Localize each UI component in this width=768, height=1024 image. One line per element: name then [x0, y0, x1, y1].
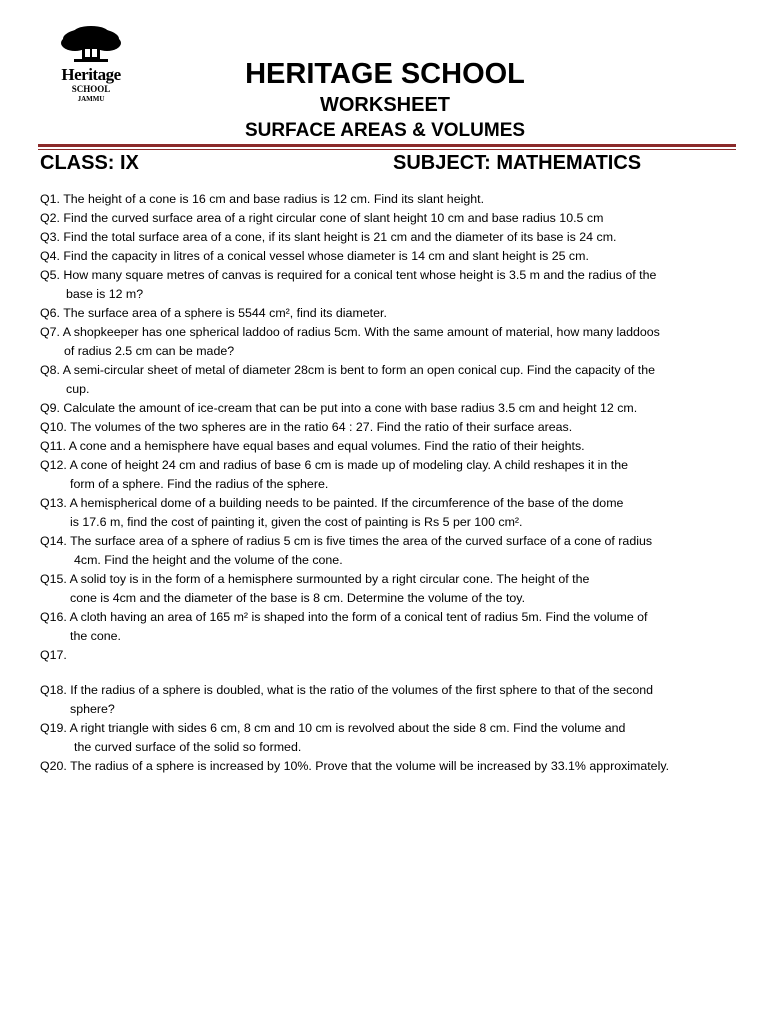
- question-text: Q11. A cone and a hemisphere have equal bases and equal volumes. Find the ratio of their heights.: [40, 439, 585, 453]
- question-text: Q5. How many square metres of canvas is required for a conical tent whose height is 3.5 m and the radius of the: [40, 268, 657, 282]
- logo-name: Heritage: [61, 65, 121, 84]
- question-text: Q2. Find the curved surface area of a right circular cone of slant height 10 cm and base radius 10.5 cm: [40, 211, 604, 225]
- question-text: Q3. Find the total surface area of a cone, if its slant height is 21 cm and the diameter of its base is 24 cm.: [40, 230, 617, 244]
- question-item: [40, 323, 740, 361]
- question-text-continued: sphere?: [70, 702, 115, 716]
- question-text: Q19. A right triangle with sides 6 cm, 8 cm and 10 cm is revolved about the side 8 cm. Find the volume and: [40, 721, 626, 735]
- question-item: [40, 681, 740, 719]
- question-list: [40, 190, 740, 776]
- school-logo: [52, 26, 130, 110]
- question-text-continued: is 17.6 m, find the cost of painting it, given the cost of painting is Rs 5 per 100 cm².: [70, 515, 523, 529]
- question-text-continued: form of a sphere. Find the radius of the sphere.: [70, 477, 329, 491]
- question-item: [40, 437, 740, 456]
- question-item: [40, 608, 740, 646]
- question-item: [40, 266, 740, 304]
- question-text-continued: the cone.: [70, 629, 121, 643]
- question-text: Q4. Find the capacity in litres of a conical vessel whose diameter is 14 cm and slant height is 25 cm.: [40, 249, 589, 263]
- question-item: [40, 399, 740, 418]
- question-text: Q13. A hemispherical dome of a building needs to be painted. If the circumference of the base of the dome: [40, 496, 624, 510]
- class-label: CLASS: IX: [40, 152, 139, 174]
- question-item: [40, 304, 740, 323]
- question-item: [40, 719, 740, 757]
- question-item: [40, 228, 740, 247]
- question-text: Q15. A solid toy is in the form of a hemisphere surmounted by a right circular cone. The height of the: [40, 572, 590, 586]
- question-text: Q12. A cone of height 24 cm and radius of base 6 cm is made up of modeling clay. A child reshapes it in the: [40, 458, 628, 472]
- question-text: Q9. Calculate the amount of ice-cream that can be put into a cone with base radius 3.5 cm and height 12 cm.: [40, 401, 638, 415]
- question-item: [40, 209, 740, 228]
- question-text: Q8. A semi-circular sheet of metal of diameter 28cm is bent to form an open conical cup. Find the capacity of the: [40, 363, 656, 377]
- header-divider-thick: [38, 144, 736, 147]
- subject-label: SUBJECT: MATHEMATICS: [393, 152, 642, 174]
- question-item: [40, 532, 740, 570]
- blank-line: [40, 665, 740, 681]
- question-text-continued: cone is 4cm and the diameter of the base is 8 cm. Determine the volume of the toy.: [70, 591, 526, 605]
- question-text: Q1. The height of a cone is 16 cm and base radius is 12 cm. Find its slant height.: [40, 192, 485, 206]
- question-item: [40, 190, 740, 209]
- logo-school-text: SCHOOL: [71, 84, 111, 94]
- question-text: Q10. The volumes of the two spheres are in the ratio 64 : 27. Find the ratio of their surface areas.: [40, 420, 573, 434]
- question-item: [40, 646, 740, 665]
- question-text-continued: the curved surface of the solid so formed.: [74, 740, 302, 754]
- question-item: [40, 361, 740, 399]
- school-name-heading: HERITAGE SCHOOL: [245, 58, 525, 90]
- tree-logo-icon: [52, 26, 130, 66]
- question-item: [40, 418, 740, 437]
- question-text: Q16. A cloth having an area of 165 m² is shaped into the form of a conical tent of radius 5m. Find the volume of: [40, 610, 648, 624]
- document-type-heading: WORKSHEET: [320, 94, 450, 116]
- logo-city-text: JAMMU: [77, 95, 105, 103]
- question-text-continued: cup.: [66, 382, 90, 396]
- question-item: [40, 247, 740, 266]
- topic-heading: SURFACE AREAS & VOLUMES: [244, 120, 526, 141]
- question-item: [40, 494, 740, 532]
- question-text-continued: base is 12 m?: [66, 287, 144, 301]
- question-text-continued: 4cm. Find the height and the volume of the cone.: [74, 553, 343, 567]
- question-item: [40, 570, 740, 608]
- question-text: Q20. The radius of a sphere is increased by 10%. Prove that the volume will be increased by 33.1% approximately.: [40, 759, 670, 773]
- question-item: [40, 757, 740, 776]
- question-text: Q7. A shopkeeper has one spherical laddoo of radius 5cm. With the same amount of material, how many laddoos: [40, 325, 660, 339]
- question-text: Q14. The surface area of a sphere of radius 5 cm is five times the area of the curved surface of a cone of radius: [40, 534, 653, 548]
- question-text: Q18. If the radius of a sphere is doubled, what is the ratio of the volumes of the first sphere to that of the second: [40, 683, 654, 697]
- question-text: Q6. The surface area of a sphere is 5544 cm², find its diameter.: [40, 306, 387, 320]
- question-text: Q17.: [40, 648, 67, 662]
- question-item: [40, 456, 740, 494]
- question-text-continued: of radius 2.5 cm can be made?: [64, 344, 235, 358]
